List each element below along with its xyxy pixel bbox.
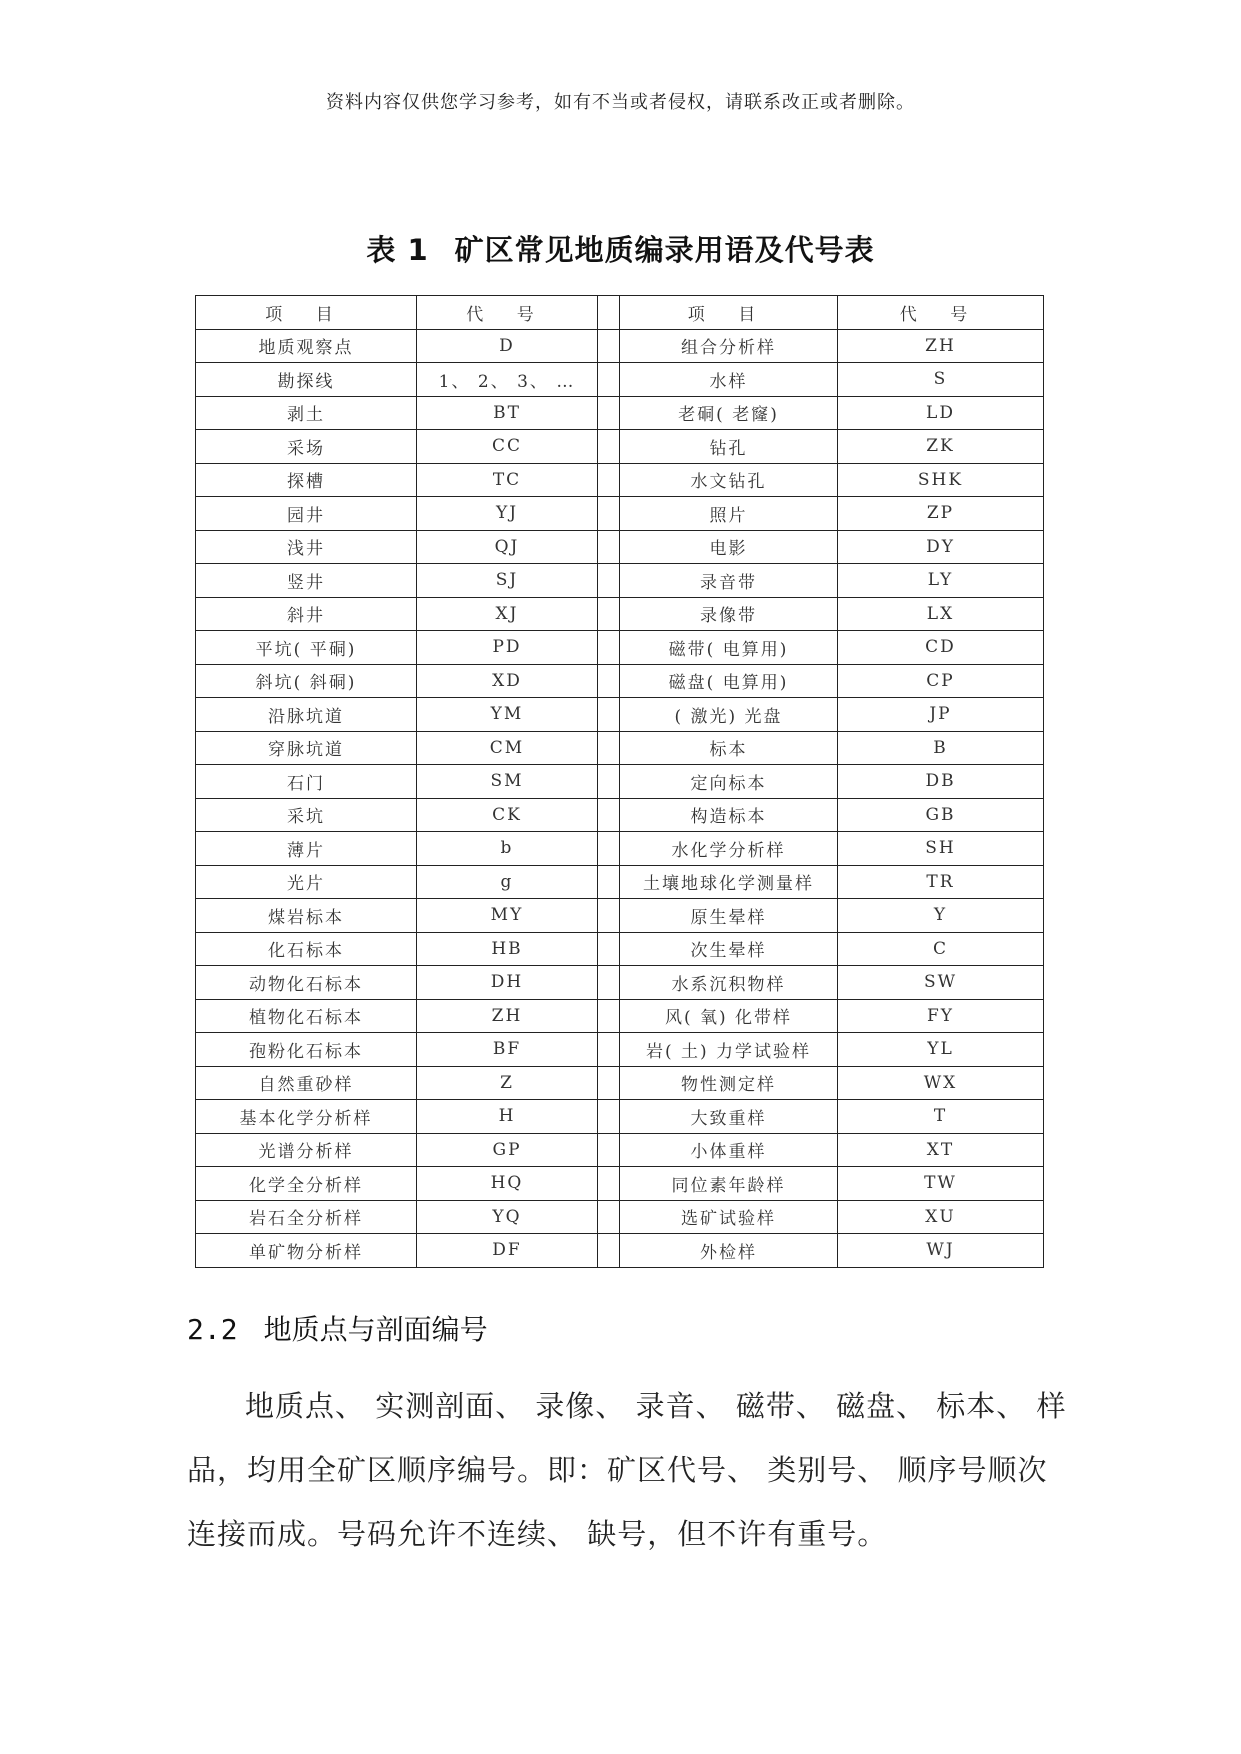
column-gap — [598, 1066, 620, 1100]
row-item-left: 剥土 — [196, 396, 417, 430]
table-row — [196, 966, 1044, 1000]
row-item-right: 老硐( 老窿) — [620, 396, 838, 430]
row-code-left: HQ — [417, 1167, 598, 1201]
table-row — [196, 765, 1044, 799]
row-item-left: 自然重砂样 — [196, 1066, 417, 1100]
row-item-right: 钻孔 — [620, 430, 838, 464]
column-gap — [598, 731, 620, 765]
header-code-left: 代 号 — [417, 296, 598, 330]
table-number: 表 1 — [366, 233, 429, 267]
section-number: 2.2 — [187, 1313, 238, 1346]
row-code-left: PD — [417, 631, 598, 665]
column-gap — [598, 1133, 620, 1167]
row-code-right: XT — [838, 1133, 1044, 1167]
row-code-right: JP — [838, 698, 1044, 732]
row-item-right: 构造标本 — [620, 798, 838, 832]
column-gap — [598, 932, 620, 966]
paragraph-text: 地质点、 实测剖面、 录像、 录音、 磁带、 磁盘、 标本、 样品，均用全矿区顺序编号。即：矿区代号、 类别号、 顺序号顺次连接而成。号码允许不连续、 缺号，但不许有重号。 — [187, 1389, 1067, 1551]
row-item-right: 大致重样 — [620, 1100, 838, 1134]
code-table — [195, 295, 1044, 1268]
row-item-left: 化学全分析样 — [196, 1167, 417, 1201]
row-code-left: YJ — [417, 497, 598, 531]
row-code-right: CP — [838, 664, 1044, 698]
table-row — [196, 1234, 1044, 1268]
column-gap — [598, 899, 620, 933]
row-item-right: 小体重样 — [620, 1133, 838, 1167]
row-item-right: 物性测定样 — [620, 1066, 838, 1100]
row-code-right: XU — [838, 1200, 1044, 1234]
row-code-right: WJ — [838, 1234, 1044, 1268]
row-code-right: TR — [838, 865, 1044, 899]
row-code-left: 1、 2、 3、 … — [417, 363, 598, 397]
row-code-right: C — [838, 932, 1044, 966]
table-row — [196, 329, 1044, 363]
row-code-left: DH — [417, 966, 598, 1000]
column-gap — [598, 765, 620, 799]
row-item-right: 水文钻孔 — [620, 463, 838, 497]
row-item-right: 水化学分析样 — [620, 832, 838, 866]
row-item-left: 平坑( 平硐) — [196, 631, 417, 665]
row-item-right: 磁盘( 电算用) — [620, 664, 838, 698]
row-code-left: g — [417, 865, 598, 899]
table-row — [196, 363, 1044, 397]
row-code-right: SW — [838, 966, 1044, 1000]
row-item-right: 次生晕样 — [620, 932, 838, 966]
row-code-right: SH — [838, 832, 1044, 866]
table-title — [0, 228, 1241, 269]
column-gap — [598, 363, 620, 397]
table-row — [196, 832, 1044, 866]
row-code-right: YL — [838, 1033, 1044, 1067]
row-item-right: 选矿试验样 — [620, 1200, 838, 1234]
row-item-left: 探槽 — [196, 463, 417, 497]
row-item-right: 土壤地球化学测量样 — [620, 865, 838, 899]
row-code-left: YM — [417, 698, 598, 732]
column-gap — [598, 296, 620, 330]
row-code-left: CM — [417, 731, 598, 765]
row-item-left: 浅井 — [196, 530, 417, 564]
column-gap — [598, 463, 620, 497]
row-code-left: TC — [417, 463, 598, 497]
table-row — [196, 564, 1044, 598]
table-row — [196, 597, 1044, 631]
column-gap — [598, 530, 620, 564]
table-header-row — [196, 296, 1044, 330]
row-item-left: 地质观察点 — [196, 329, 417, 363]
row-code-left: D — [417, 329, 598, 363]
column-gap — [598, 832, 620, 866]
row-code-left: XD — [417, 664, 598, 698]
row-code-right: LX — [838, 597, 1044, 631]
column-gap — [598, 798, 620, 832]
row-item-left: 采坑 — [196, 798, 417, 832]
column-gap — [598, 1033, 620, 1067]
row-code-left: BT — [417, 396, 598, 430]
row-item-left: 采场 — [196, 430, 417, 464]
table-row — [196, 1066, 1044, 1100]
row-code-right: WX — [838, 1066, 1044, 1100]
column-gap — [598, 1234, 620, 1268]
table-row — [196, 1133, 1044, 1167]
row-code-left: QJ — [417, 530, 598, 564]
table-row — [196, 530, 1044, 564]
row-item-right: 原生晕样 — [620, 899, 838, 933]
row-code-right: SHK — [838, 463, 1044, 497]
row-item-left: 园井 — [196, 497, 417, 531]
row-item-left: 孢粉化石标本 — [196, 1033, 417, 1067]
table-row — [196, 497, 1044, 531]
row-item-right: 风( 氧) 化带样 — [620, 999, 838, 1033]
row-item-left: 薄片 — [196, 832, 417, 866]
row-code-right: T — [838, 1100, 1044, 1134]
row-code-left: Z — [417, 1066, 598, 1100]
table-row — [196, 430, 1044, 464]
row-code-left: H — [417, 1100, 598, 1134]
table-row — [196, 932, 1044, 966]
row-item-right: 电影 — [620, 530, 838, 564]
row-item-left: 基本化学分析样 — [196, 1100, 417, 1134]
code-table-body — [196, 296, 1044, 1268]
column-gap — [598, 497, 620, 531]
table-row — [196, 1033, 1044, 1067]
row-item-left: 化石标本 — [196, 932, 417, 966]
row-code-right: ZK — [838, 430, 1044, 464]
row-item-left: 斜井 — [196, 597, 417, 631]
header-note: 资料内容仅供您学习参考，如有不当或者侵权，请联系改正或者删除。 — [326, 92, 915, 113]
table-row — [196, 664, 1044, 698]
row-item-left: 岩石全分析样 — [196, 1200, 417, 1234]
row-item-left: 斜坑( 斜硐) — [196, 664, 417, 698]
row-item-right: 定向标本 — [620, 765, 838, 799]
row-item-right: 水系沉积物样 — [620, 966, 838, 1000]
row-item-left: 光谱分析样 — [196, 1133, 417, 1167]
column-gap — [598, 329, 620, 363]
row-code-left: BF — [417, 1033, 598, 1067]
row-code-left: SM — [417, 765, 598, 799]
table-row — [196, 731, 1044, 765]
row-code-right: ZH — [838, 329, 1044, 363]
row-code-right: Y — [838, 899, 1044, 933]
row-item-right: 录像带 — [620, 597, 838, 631]
row-item-right: 水样 — [620, 363, 838, 397]
row-item-right: 岩( 土) 力学试验样 — [620, 1033, 838, 1067]
column-gap — [598, 865, 620, 899]
row-item-right: 同位素年龄样 — [620, 1167, 838, 1201]
section-title: 地质点与剖面编号 — [263, 1313, 488, 1346]
row-code-right: ZP — [838, 497, 1044, 531]
column-gap — [598, 999, 620, 1033]
row-code-right: CD — [838, 631, 1044, 665]
row-item-left: 单矿物分析样 — [196, 1234, 417, 1268]
column-gap — [598, 1100, 620, 1134]
column-gap — [598, 698, 620, 732]
row-code-left: XJ — [417, 597, 598, 631]
header-code-right: 代 号 — [838, 296, 1044, 330]
row-code-left: b — [417, 832, 598, 866]
table-row — [196, 1200, 1044, 1234]
column-gap — [598, 1167, 620, 1201]
row-code-right: B — [838, 731, 1044, 765]
row-item-left: 竖井 — [196, 564, 417, 598]
row-item-left: 动物化石标本 — [196, 966, 417, 1000]
row-code-left: DF — [417, 1234, 598, 1268]
row-code-right: FY — [838, 999, 1044, 1033]
table-row — [196, 798, 1044, 832]
column-gap — [598, 564, 620, 598]
row-code-left: ZH — [417, 999, 598, 1033]
row-code-left: CC — [417, 430, 598, 464]
section-paragraph — [187, 1374, 1067, 1566]
row-item-left: 勘探线 — [196, 363, 417, 397]
row-code-left: SJ — [417, 564, 598, 598]
row-code-left: HB — [417, 932, 598, 966]
row-item-left: 植物化石标本 — [196, 999, 417, 1033]
column-gap — [598, 664, 620, 698]
header-item-left: 项 目 — [196, 296, 417, 330]
row-item-left: 穿脉坑道 — [196, 731, 417, 765]
row-item-left: 石门 — [196, 765, 417, 799]
table-row — [196, 1100, 1044, 1134]
table-title-text: 矿区常见地质编录用语及代号表 — [454, 233, 875, 267]
column-gap — [598, 396, 620, 430]
table-row — [196, 999, 1044, 1033]
row-code-right: LY — [838, 564, 1044, 598]
row-item-left: 光片 — [196, 865, 417, 899]
row-item-right: 磁带( 电算用) — [620, 631, 838, 665]
table-row — [196, 396, 1044, 430]
column-gap — [598, 631, 620, 665]
row-code-right: DY — [838, 530, 1044, 564]
table-row — [196, 698, 1044, 732]
table-row — [196, 1167, 1044, 1201]
row-item-right: 照片 — [620, 497, 838, 531]
row-code-left: GP — [417, 1133, 598, 1167]
header-item-right: 项 目 — [620, 296, 838, 330]
row-item-right: 标本 — [620, 731, 838, 765]
column-gap — [598, 597, 620, 631]
row-code-right: TW — [838, 1167, 1044, 1201]
row-code-left: MY — [417, 899, 598, 933]
column-gap — [598, 966, 620, 1000]
row-item-left: 沿脉坑道 — [196, 698, 417, 732]
row-code-right: S — [838, 363, 1044, 397]
row-code-right: LD — [838, 396, 1044, 430]
row-code-left: CK — [417, 798, 598, 832]
row-code-left: YQ — [417, 1200, 598, 1234]
row-code-right: GB — [838, 798, 1044, 832]
table-row — [196, 899, 1044, 933]
row-item-right: 外检样 — [620, 1234, 838, 1268]
row-item-left: 煤岩标本 — [196, 899, 417, 933]
row-item-right: ( 激光) 光盘 — [620, 698, 838, 732]
row-item-right: 组合分析样 — [620, 329, 838, 363]
column-gap — [598, 1200, 620, 1234]
column-gap — [598, 430, 620, 464]
section-heading — [187, 1308, 488, 1348]
row-item-right: 录音带 — [620, 564, 838, 598]
table-row — [196, 631, 1044, 665]
table-row — [196, 463, 1044, 497]
table-row — [196, 865, 1044, 899]
row-code-right: DB — [838, 765, 1044, 799]
